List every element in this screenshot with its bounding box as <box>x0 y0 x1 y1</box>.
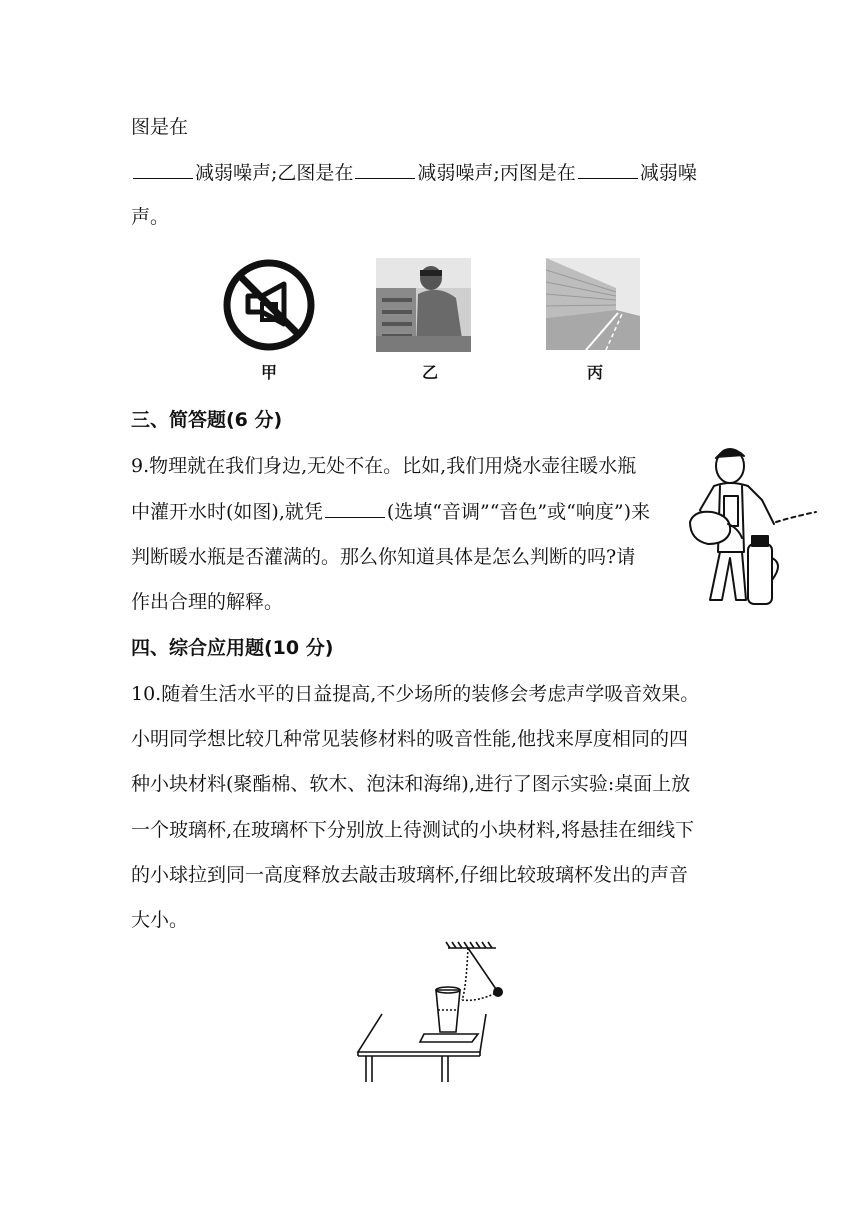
q10-line-4: 一个玻璃杯,在玻璃杯下分别放上待测试的小块材料,将悬挂在细线下 <box>131 819 695 841</box>
q9-line-4: 作出合理的解释。 <box>131 591 284 613</box>
q10-line-6: 大小。 <box>131 909 189 931</box>
answer-blank-2[interactable] <box>355 160 415 179</box>
figure-caption-bing: 丙 <box>587 363 604 382</box>
q9-line-2b: (选填“音调”“音色”或“响度”)来 <box>386 501 650 523</box>
q9-line-1: 9.物理就在我们身边,无处不在。比如,我们用烧水壶往暖水瓶 <box>131 455 637 477</box>
q10-line-5: 的小球拉到同一高度释放去敲击玻璃杯,仔细比较玻璃杯发出的声音 <box>131 864 689 886</box>
q8-line-3: 声。 <box>131 206 170 228</box>
q9-line-2 <box>131 499 650 524</box>
q9-line-3: 判断暖水瓶是否灌满的。那么你知道具体是怎么判断的吗?请 <box>131 546 636 568</box>
section-3-heading: 三、简答题(6 分) <box>131 409 283 431</box>
sound-barrier-photo <box>546 258 640 350</box>
q8-seg-3: 减弱噪 <box>639 162 697 184</box>
q10-line-1: 10.随着生活水平的日益提高,不少场所的装修会考虑声学吸音效果。 <box>131 683 700 705</box>
section-4-heading: 四、综合应用题(10 分) <box>131 637 334 659</box>
q9-line-2a: 中灌开水时(如图),就凭 <box>131 501 323 523</box>
answer-blank-3[interactable] <box>578 160 638 179</box>
no-horn-sign-icon <box>222 258 316 352</box>
q8-seg-1: 减弱噪声;乙图是在 <box>195 162 354 184</box>
q10-line-3: 种小块材料(聚酯棉、软木、泡沫和海绵),进行了图示实验:桌面上放 <box>131 773 691 795</box>
pendulum-glass-table-diagram <box>350 940 520 1090</box>
answer-blank-4[interactable] <box>325 499 385 518</box>
worker-photo <box>376 258 471 352</box>
q8-line-1: 图是在 <box>131 116 189 138</box>
man-pouring-kettle-illustration <box>680 440 820 612</box>
figure-caption-yi: 乙 <box>422 363 439 382</box>
q8-line-2 <box>131 160 697 185</box>
q8-seg-2: 减弱噪声;丙图是在 <box>417 162 576 184</box>
q10-line-2: 小明同学想比较几种常见装修材料的吸音性能,他找来厚度相同的四 <box>131 728 689 750</box>
figure-caption-jia: 甲 <box>261 363 278 382</box>
answer-blank-1[interactable] <box>133 160 193 179</box>
